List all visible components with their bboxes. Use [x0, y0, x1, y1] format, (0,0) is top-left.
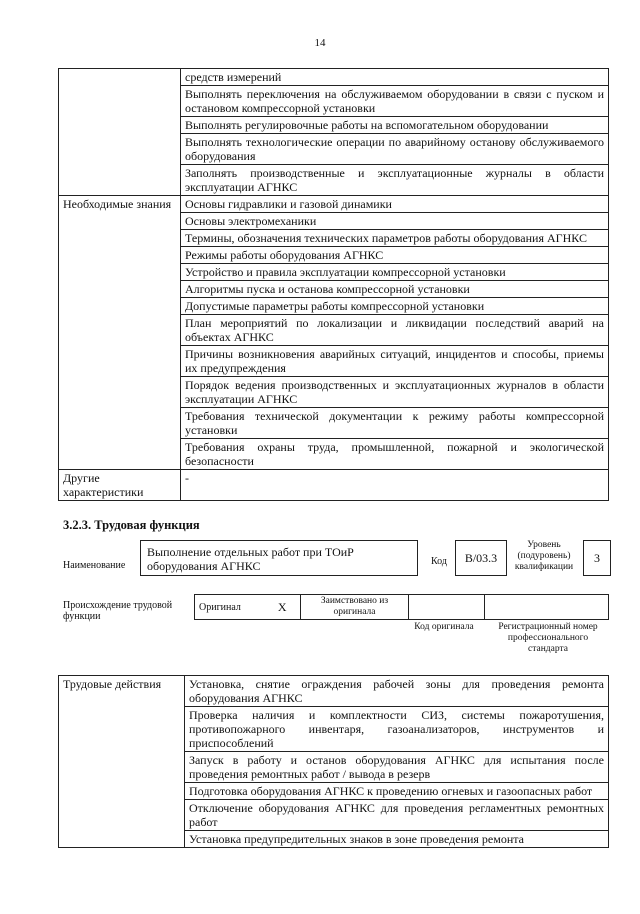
row-text: Устройство и правила эксплуатации компрессорной установки	[181, 264, 609, 281]
row-text: Основы электромеханики	[181, 213, 609, 230]
row-text: Требования технической документации к режиму работы компрессорной установки	[181, 408, 609, 439]
original-label: Оригинал	[199, 601, 241, 613]
row-text: Выполнять регулировочные работы на вспомогательном оборудовании	[181, 117, 609, 134]
row-text: Заполнять производственные и эксплуатационные журналы в области эксплуатации АГНКС	[181, 165, 609, 196]
table-row	[59, 470, 609, 501]
row-text: Основы гидравлики и газовой динамики	[181, 196, 609, 213]
row-text: Причины возникновения аварийных ситуаций, инцидентов и способы, приемы их предупреждения	[181, 346, 609, 377]
row-label: Необходимые знания	[59, 196, 181, 470]
function-name: Выполнение отдельных работ при ТОиР оборудования АГНКС	[147, 545, 354, 573]
row-text: Выполнять переключения на обслуживаемом оборудовании в связи с пуском и остановом компрессорной установки	[181, 86, 609, 117]
borrowed-label: Заимствовано из оригинала	[320, 596, 389, 617]
row-text: Запуск в работу и останов оборудования АГНКС для испытания после проведения ремонтных работ / вывода в резерв	[185, 752, 609, 783]
name-label: Наименование	[63, 560, 126, 571]
row-text: средств измерений	[181, 69, 609, 86]
row-text: -	[181, 470, 609, 501]
row-text: Отключение оборудования АГНКС для проведения регламентных ремонтных работ	[185, 800, 609, 831]
actions-table	[58, 675, 609, 848]
page-number: 14	[314, 37, 326, 49]
row-text: Алгоритмы пуска и останова компрессорной установки	[181, 281, 609, 298]
function-name-box	[140, 540, 418, 576]
row-label	[59, 69, 181, 196]
table-row	[59, 676, 609, 707]
row-text: Установка предупредительных знаков в зоне проведения ремонта	[185, 831, 609, 848]
table-row	[59, 69, 609, 86]
row-label: Трудовые действия	[59, 676, 185, 848]
row-text: Режимы работы оборудования АГНКС	[181, 247, 609, 264]
code-value: B/03.3	[464, 550, 498, 565]
origin-table	[194, 594, 609, 620]
code-box	[455, 540, 507, 576]
knowledge-table	[58, 68, 609, 501]
code-label: Код	[431, 556, 447, 567]
row-text: Установка, снятие ограждения рабочей зоны для проведения ремонта оборудования АГНКС	[185, 676, 609, 707]
row-text: Порядок ведения производственных и эксплуатационных журналов в области эксплуатации АГНКС	[181, 377, 609, 408]
level-label: Уровень (подуровень) квалификации	[514, 540, 574, 572]
reg-number-label: Регистрационный номер профессионального стандарта	[498, 622, 598, 654]
origin-label: Происхождение трудовой функции	[63, 600, 173, 622]
row-text: Допустимые параметры работы компрессорной установки	[181, 298, 609, 315]
row-text: План мероприятий по локализации и ликвидации последствий аварий на объектах АГНКС	[181, 315, 609, 346]
level-value: 3	[594, 550, 600, 565]
row-text: Термины, обозначения технических параметров работы оборудования АГНКС	[181, 230, 609, 247]
row-text: Проверка наличия и комплектности СИЗ, системы пожаротушения, противопожарного инвентаря, газоанализаторов, инструментов и приспособлений	[185, 707, 609, 752]
row-label: Другие характеристики	[59, 470, 181, 501]
row-text: Выполнять технологические операции по аварийному останову обслуживаемого оборудования	[181, 134, 609, 165]
original-mark: X	[277, 599, 287, 614]
level-box	[583, 540, 611, 576]
table-row	[59, 196, 609, 213]
code-original-label: Код оригинала	[414, 622, 474, 632]
row-text: Подготовка оборудования АГНКС к проведению огневых и газоопасных работ	[185, 783, 609, 800]
row-text: Требования охраны труда, промышленной, пожарной и экологической безопасности	[181, 439, 609, 470]
section-title: 3.2.3. Трудовая функция	[63, 518, 200, 532]
